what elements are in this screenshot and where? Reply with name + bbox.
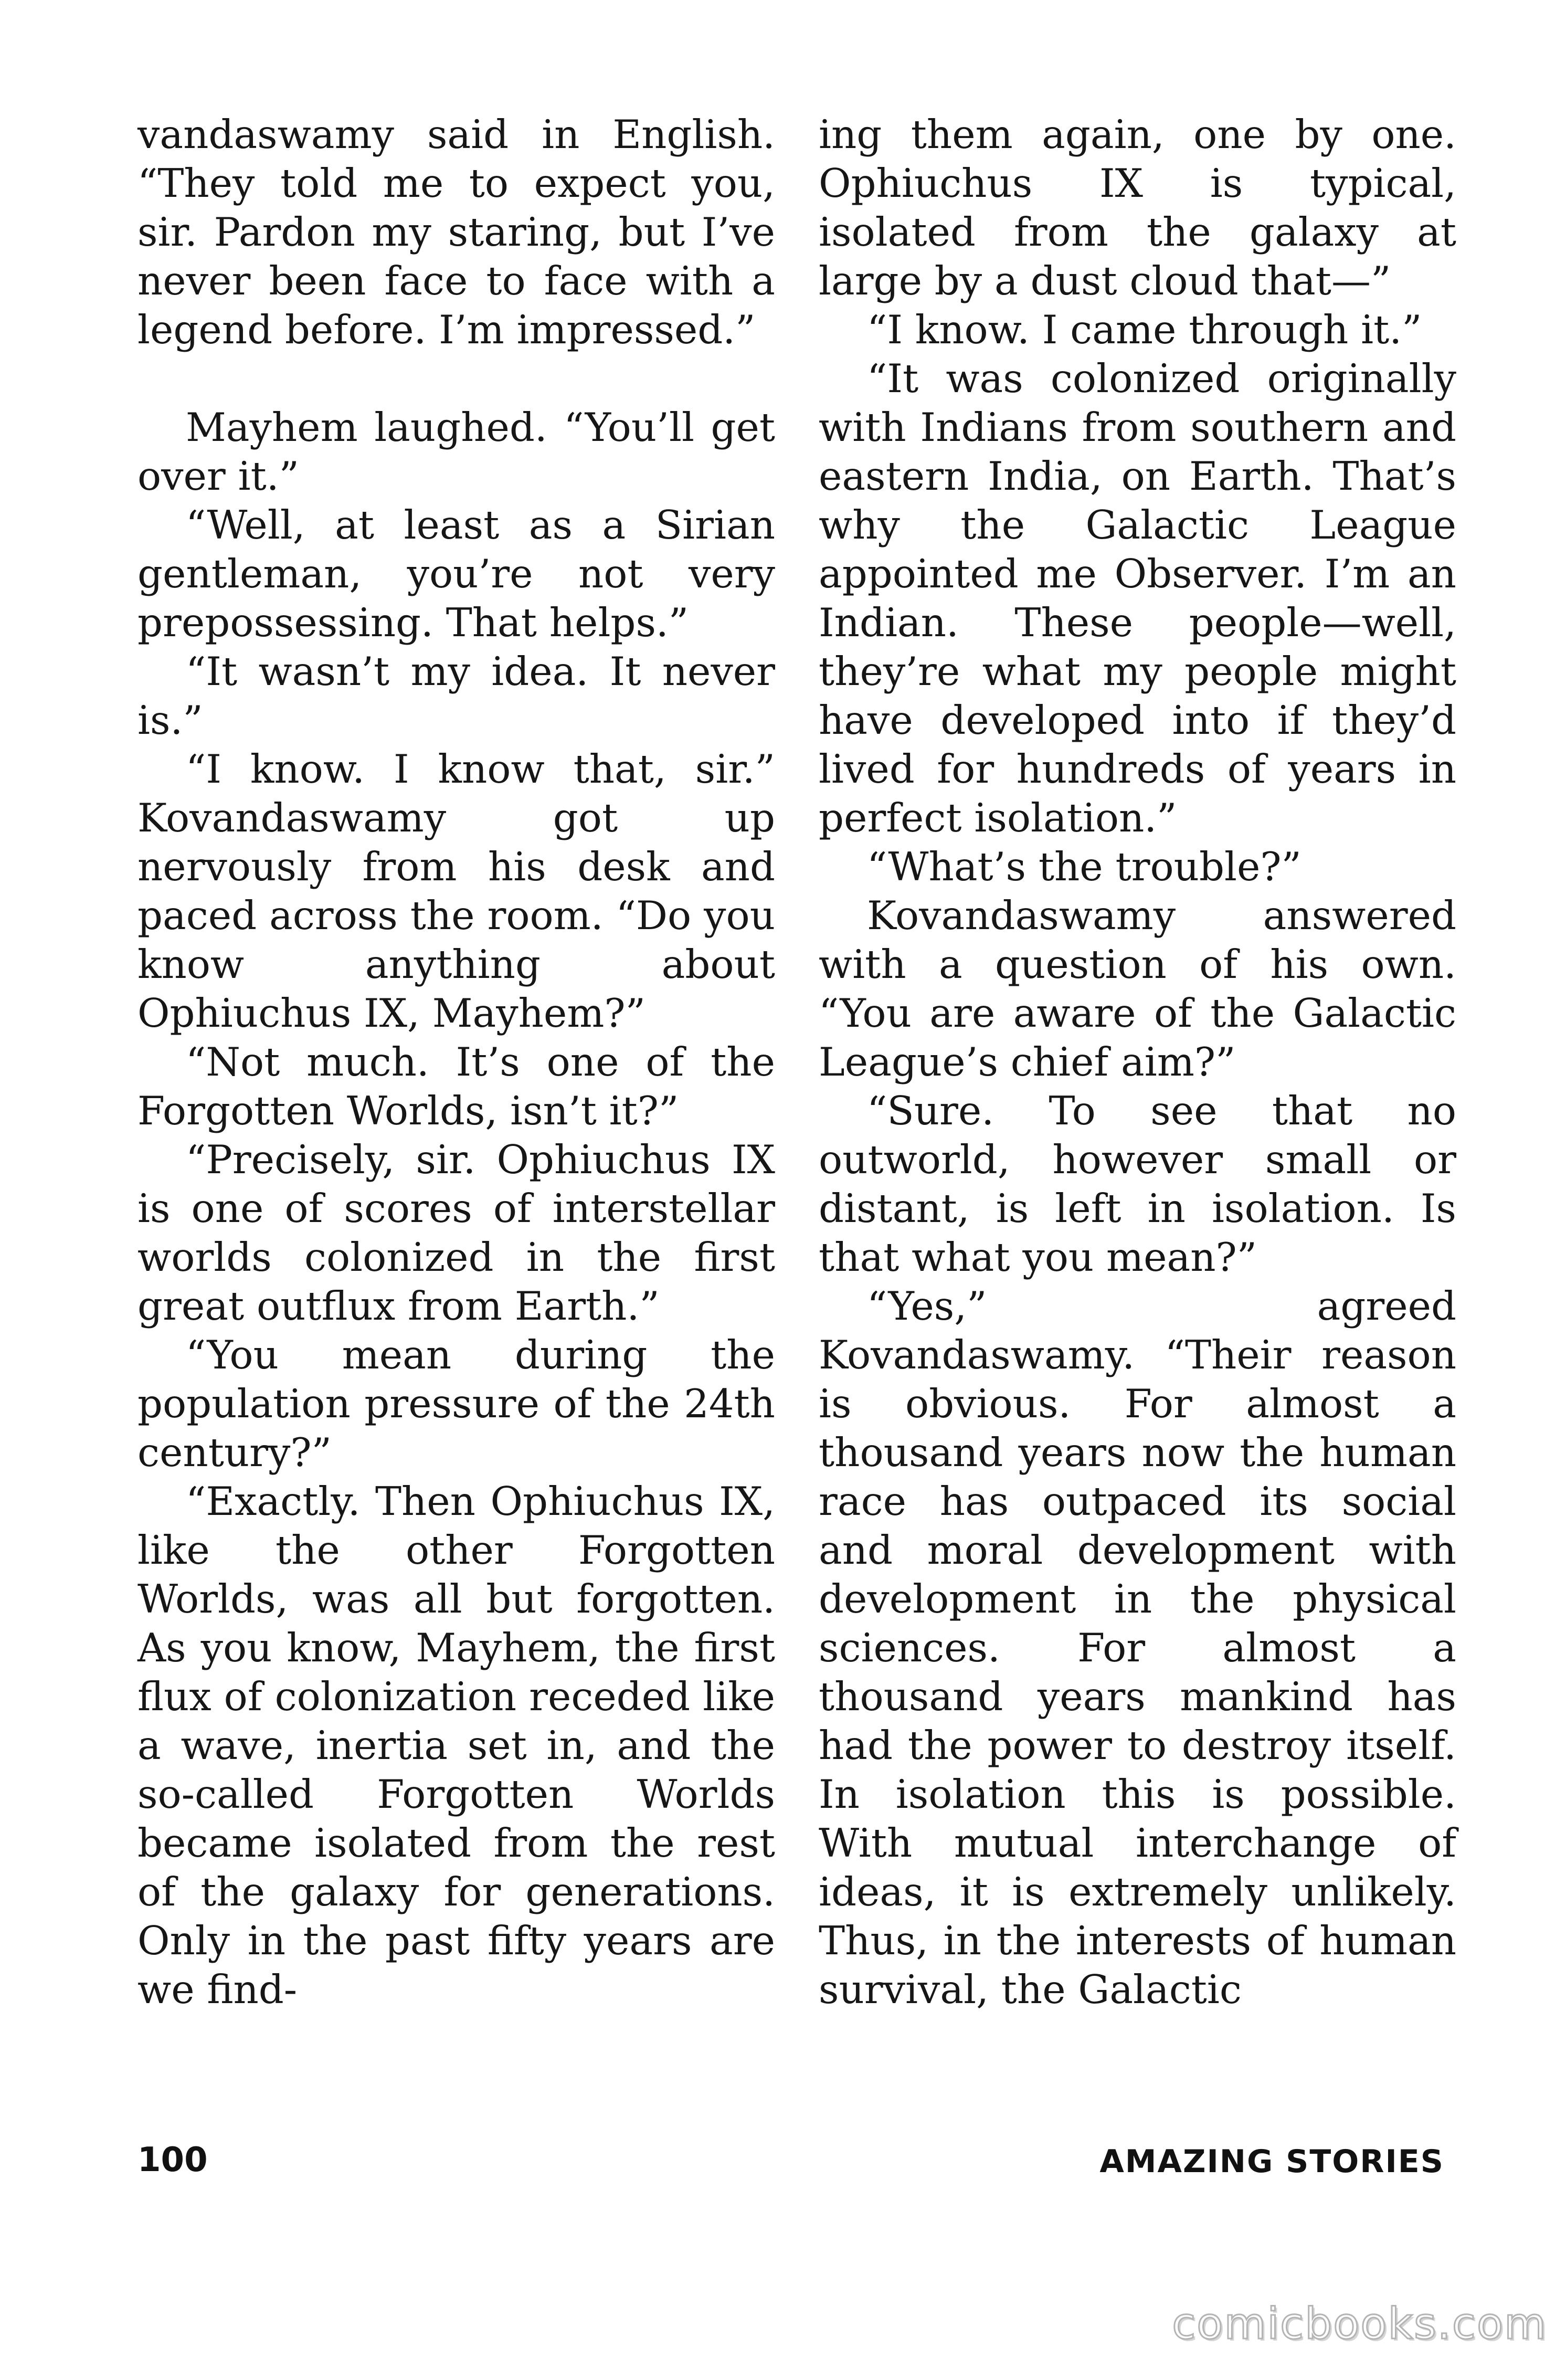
paragraph: “Yes,” agreed Kovandaswamy. “Their reason is obvious. For almost a thousand years now the human race has outpaced its social and moral development with development in the physical sciences. For almost a thousand years mankind has had the power to destroy itself. In isolation this is possible. With mutual interchange of ideas, it is extremely unlikely. Thus, in the interests of human survival, the Galactic	[819, 1283, 1456, 2013]
watermark: comicbooks.com	[1172, 2299, 1547, 2349]
paragraph: vandaswamy said in English. “They told me to expect you, sir. Pardon my staring, but I’ve never been face to face with a legend before. I’m impressed.”	[137, 111, 775, 353]
paragraph: “Well, at least as a Sirian gentleman, you’re not very prepossessing. That helps.”	[137, 502, 775, 646]
page-number: 100	[137, 2141, 208, 2179]
paragraph: “Not much. It’s one of the Forgotten Worlds, isn’t it?”	[137, 1039, 775, 1134]
paragraph: “Exactly. Then Ophiuchus IX, like the other Forgotten Worlds, was all but forgotten. As you know, Mayhem, the first flux of colonization receded like a wave, inertia set in, and the so-called Forgotten Worlds became isolated from the rest of the galaxy for generations. Only in the past fifty years are we find-	[137, 1478, 775, 2013]
paragraph: “Sure. To see that no outworld, however small or distant, is left in isolation. Is that what you mean?”	[819, 1088, 1456, 1280]
right-text-column	[819, 110, 1456, 2014]
paragraph: “I know. I came through it.”	[867, 307, 1422, 353]
running-footer-title: AMAZING STORIES	[1099, 2143, 1444, 2180]
paragraph: “I know. I know that, sir.” Kovandaswamy got up nervously from his desk and paced across the room. “Do you know anything about Ophiuchus IX, Mayhem?”	[137, 746, 775, 1036]
paragraph: “What’s the trouble?”	[867, 844, 1302, 890]
paragraph: ing them again, one by one. Ophiuchus IX is typical, isolated from the galaxy at large by a dust cloud that—”	[819, 111, 1456, 304]
paragraph: “It was colonized originally with Indians from southern and eastern India, on Earth. That’s why the Galactic League appointed me Observer. I’m an Indian. These people—well, they’re what my people might have developed into if they’d lived for hundreds of years in perfect isolation.”	[819, 355, 1456, 841]
paragraph: Kovandaswamy answered with a question of his own. “You are aware of the Galactic League’s chief aim?”	[819, 892, 1456, 1085]
paragraph: Mayhem laughed. “You’ll get over it.”	[137, 404, 775, 499]
paragraph: “It wasn’t my idea. It never is.”	[137, 648, 775, 743]
paragraph: “You mean during the population pressure of the 24th century?”	[137, 1332, 775, 1476]
left-text-column	[137, 110, 775, 2014]
paragraph: “Precisely, sir. Ophiuchus IX is one of scores of interstellar worlds colonized in the first great outflux from Earth.”	[137, 1136, 775, 1329]
